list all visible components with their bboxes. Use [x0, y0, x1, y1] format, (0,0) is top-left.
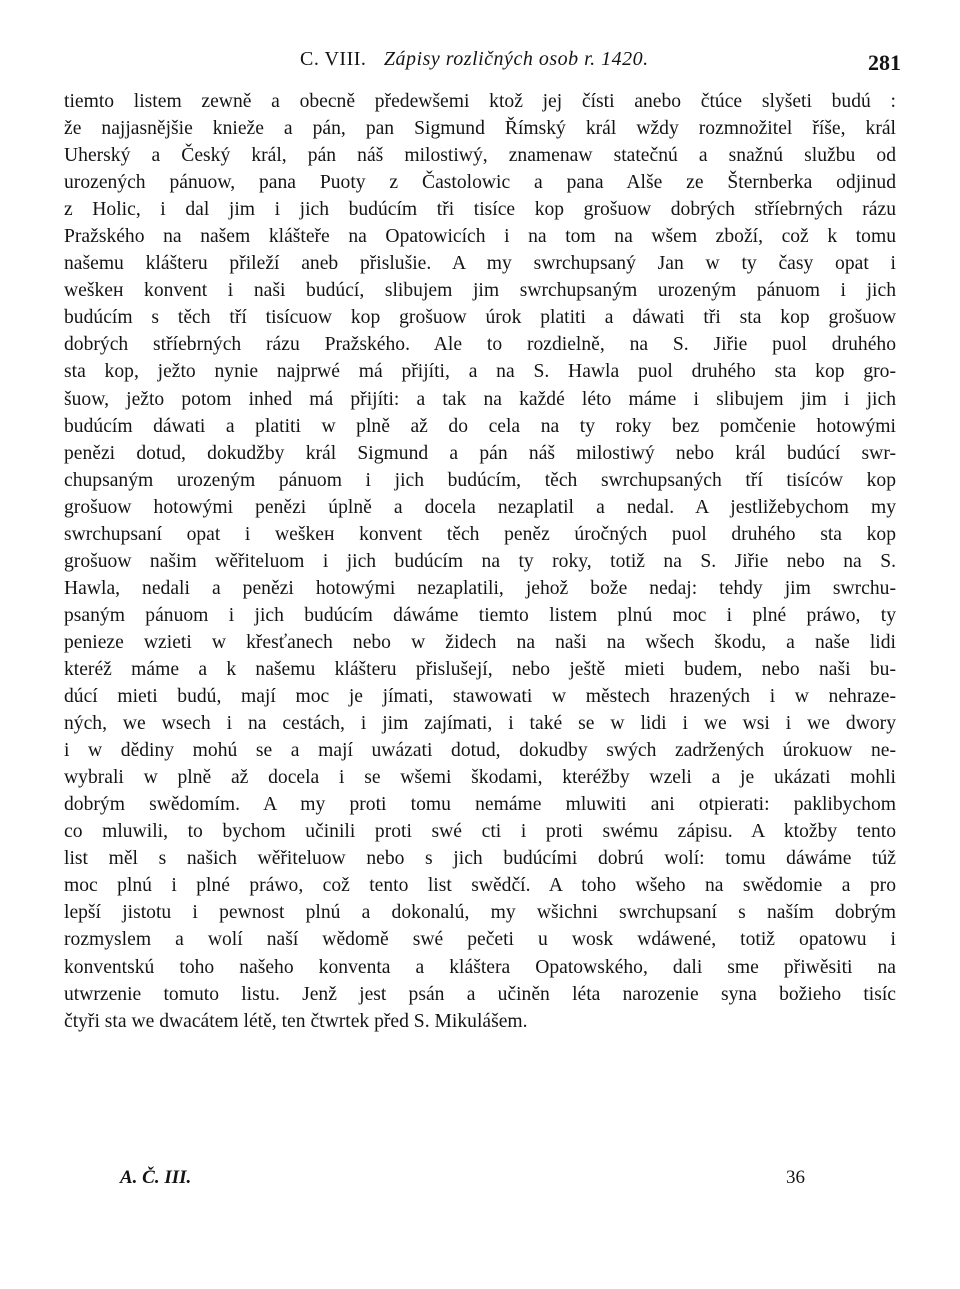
text-line: lepší jistotu i pewnost plnú a dokonalú, my wšichni swrchupsaní s naším dobrým	[64, 902, 896, 924]
text-line: psaným pánuom i jich budúcím dáwáme tiemto listem plnú moc i plné práwo, ty	[64, 604, 896, 626]
text-line: tiemto listem zewně a obecně předewšemi ktož jej čísti anebo čtúce slyšeti budú :	[64, 91, 896, 112]
body-text	[64, 88, 896, 1035]
text-line: čtyři sta we dwacátem létě, ten čtwrtek před S. Mikulášem.	[64, 1010, 528, 1032]
text-line: dúcí mieti budú, mají moc je jímati, stawowati w městech hrazených i w nehraze-	[64, 686, 896, 708]
section-number: C. VIII.	[300, 48, 367, 70]
sheet-number: 36	[786, 1167, 805, 1188]
text-line: urozených pánuow, pana Puoty z Častolowic a pana Alše ze Šternberka odjinud	[64, 172, 896, 194]
text-line: budúcím dáwati a platiti w plně až do cela na ty roky bez pomčenie hotowými	[64, 415, 896, 437]
text-line: co mluwili, to bychom učinili proti swé cti i proti swému zápisu. A ktožby tento	[64, 821, 896, 843]
text-line: Hawla, nedali a penězi hotowými nezaplatili, jehož bože nedaj: tehdy jim swrchu-	[64, 577, 896, 599]
text-line: z Holic, i dal jim i jich budúcím tři tisíce kop grošuow dobrých stříebrných rázu	[64, 199, 896, 221]
text-line: kteréž máme a k našemu klášteru přislušejí, nebo ještě mieti budem, nebo naši bu-	[64, 658, 896, 680]
running-head	[0, 48, 960, 78]
text-line: budúcím s těch tří tisícuow kop grošuow úrok platiti a dáwati tři sta kop grošuow	[64, 307, 896, 329]
text-line: utwrzenie tomuto listu. Jenž jest psán a učiněn léta narozenie syna božieho tisíc	[64, 983, 896, 1005]
text-line: wybrali w plně až docela i se wšemi škodami, kteréžby wzeli a je ukázati mohli	[64, 767, 896, 789]
text-line: rozmyslem a wolí naší wědomě swé pečeti u wosk wdáwené, totiž opatowu i	[64, 929, 896, 951]
text-line: ných, we wsech i na cestách, i jim zajímati, i také se w lidi i we wsi i we dwory	[64, 713, 896, 735]
text-line: chupsaným urozeným pánuom i jich budúcím, těch swrchupsaných tří tisíców kop	[64, 469, 896, 491]
text-line: dobrým swědomím. A my proti tomu nemáme mluwiti ani otpierati: paklibychom	[64, 794, 896, 816]
chapter-title: Zápisy rozličných osob r. 1420.	[383, 48, 649, 70]
text-line: dobrých stříebrných rázu Pražského. Ale to rozdielně, na S. Jiřie puol druhého	[64, 334, 896, 356]
text-line: penieze wzieti w křesťanech nebo w židech na naši na wšech škodu, a naše lidi	[64, 631, 896, 653]
page-footer	[0, 1167, 960, 1195]
text-line: našemu klášteru přileží aneb přislušie. A my swrchupsaný Jan w ty časy opat i	[64, 253, 896, 275]
text-line: že najjasnějšie knieže a pán, pan Sigmund Římský král wždy rozmnožitel říše, král	[64, 118, 896, 140]
text-line: moc plnú i plné práwo, což tento list swědčí. A toho wšeho na swědomie a pro	[64, 875, 896, 897]
text-line: swrchupsaní opat i weškeн konvent těch peněz úročných puol druhého sta kop	[64, 523, 896, 545]
text-line: i w dědiny mohú se a mají uwázati dotud, dokudby swých zadržených úrokuow ne-	[64, 740, 896, 762]
text-line: Uherský a Český král, pán náš milostiwý, znamenaw statečnú a snažnú službu od	[64, 145, 896, 167]
text-line: Pražského na našem klášteře na Opatowicích i na tom na wšem zboží, což k tomu	[64, 226, 896, 248]
text-line: grošuow našim wěřiteluom i jich budúcím na ty roky, totiž na S. Jiřie nebo na S.	[64, 550, 896, 572]
text-line: grošuow hotowými penězi úplně a docela nezaplatil a nedal. A jestližebychom my	[64, 496, 896, 518]
text-line: sta kop, ježto nynie najprwé má přijíti, a na S. Hawla puol druhého sta kop gro-	[64, 361, 896, 383]
text-line: šuow, ježto potom inhed má přijíti: a tak na každé léto máme i slibujem jim i jich	[64, 388, 896, 410]
page-number: 281	[868, 50, 901, 75]
text-line: konventskú toho našeho konventa a kláštera Opatowského, dali sme přiwěsiti na	[64, 956, 896, 978]
text-line: penězi dotud, dokudžby král Sigmund a pán náš milostiwý nebo král budúcí swr-	[64, 442, 896, 464]
text-line: weškeн konvent i naši budúcí, slibujem jim swrchupsaným urozeným pánuom i jich	[64, 280, 896, 302]
signature-mark: A. Č. III.	[120, 1167, 192, 1188]
running-title	[300, 48, 649, 71]
text-line: list měl s našich wěřiteluow nebo s jich budúcími dobrú wolí: tomu dáwáme túž	[64, 848, 896, 870]
